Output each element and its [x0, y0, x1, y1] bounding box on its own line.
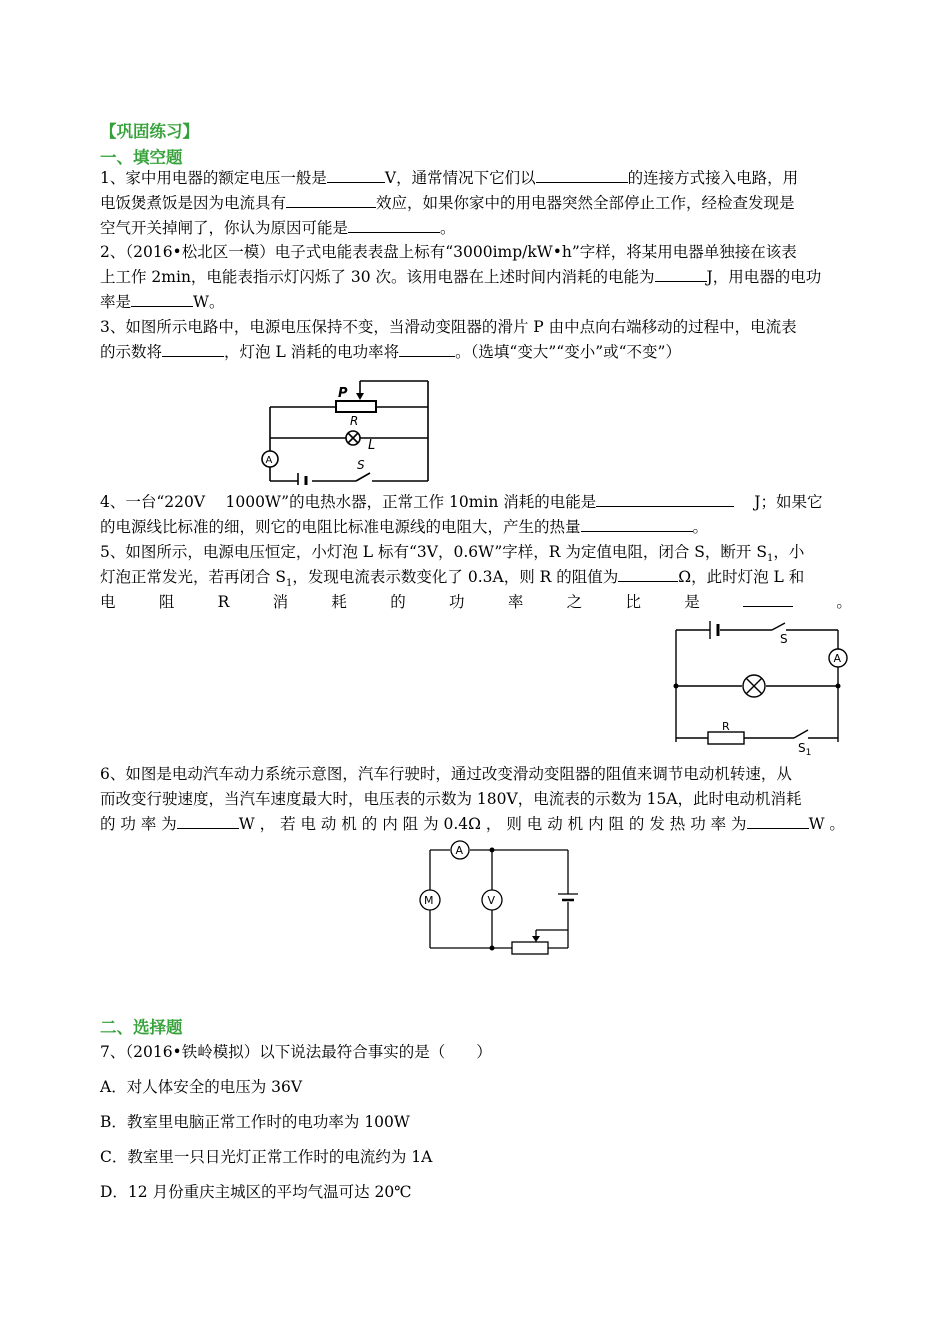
- q2-text-b: 上工作 2min，电能表指示灯闪烁了 30 次。该用电器在上述时间内消耗的电能为: [100, 268, 655, 286]
- q3-text-c: ，灯泡 L 消耗的电功率将: [224, 343, 400, 361]
- section-fill-title: 一、填空题: [100, 148, 183, 167]
- q1-blank-4[interactable]: [348, 216, 440, 233]
- q3-fig-label-p: P: [338, 386, 348, 401]
- q1-text-f: 空气开关掉闸了，你认为原因可能是: [100, 219, 349, 237]
- question-1: [100, 166, 852, 241]
- q6-blank-1[interactable]: [177, 812, 239, 829]
- q5-word: 比: [625, 593, 641, 611]
- q5-text-end: 。: [836, 593, 852, 611]
- q4-blank-2[interactable]: [581, 515, 693, 532]
- q1-text-b: V，通常情况下它们以: [384, 169, 536, 187]
- q5-word: 的: [390, 593, 406, 611]
- q2-blank-2[interactable]: [131, 290, 193, 307]
- q5-sub-b: 1: [286, 578, 293, 590]
- q6-text-e: W 。: [808, 815, 845, 833]
- q5-text-b: 灯泡正常发光，若再闭合 S: [100, 568, 287, 586]
- q3-fig-label-a: A: [265, 455, 273, 466]
- q7-option-c[interactable]: C．教室里一只日光灯正常工作时的电流约为 1A: [100, 1148, 433, 1166]
- q4-blank-1[interactable]: [596, 490, 734, 507]
- q1-blank-3[interactable]: [286, 191, 376, 208]
- q6-fig-label-m: M: [424, 894, 434, 907]
- q5-fig-label-a: A: [833, 652, 842, 665]
- q1-text-d: 电饭煲煮饭是因为电流具有: [100, 194, 287, 212]
- q5-fig-s1-sub: 1: [805, 748, 812, 758]
- q5-sub-a: 1: [766, 553, 774, 565]
- q6-text-a: 6、如图是电动汽车动力系统示意图，汽车行驶时，通过改变滑动变阻器的阻值来调节电动机转速，从: [100, 765, 792, 783]
- q7-stem: 7、（2016•铁岭模拟）以下说法最符合事实的是（ ）: [100, 1043, 492, 1061]
- q3-blank-2[interactable]: [399, 340, 455, 357]
- q3-text-a: 3、如图所示电路中，电源电压保持不变，当滑动变阻器的滑片 P 由中点向右端移动的过程中，电流表: [100, 318, 797, 336]
- q1-text-g: 。: [440, 219, 456, 237]
- question-3: [100, 315, 852, 365]
- question-5: [100, 540, 852, 615]
- q3-fig-label-s: S: [357, 458, 365, 472]
- q3-fig-label-l: L: [368, 438, 376, 453]
- q2-blank-1[interactable]: [655, 265, 707, 282]
- section-choice-title: 二、选择题: [100, 1018, 183, 1037]
- q4-text-d: 。: [692, 518, 709, 536]
- question-6: [100, 762, 852, 837]
- q4-text-a: 4、一台“220V 1000W”的电热水器，正常工作 10min 消耗的电能是: [100, 493, 597, 511]
- q1-blank-1[interactable]: [327, 166, 385, 183]
- q6-fig-label-a: A: [455, 844, 464, 857]
- q5-text-a2: ，小: [773, 543, 805, 561]
- q3-text-d: 。（选填“变大”“变小”或“不变”）: [455, 343, 681, 361]
- q6-blank-2[interactable]: [747, 812, 809, 829]
- q5-fig-s1-main: S: [798, 741, 806, 755]
- q6-text-d: W ， 若 电 动 机 的 内 阻 为 0.4Ω ， 则 电 动 机 内 阻 的 发 热 功 率 为: [238, 815, 747, 833]
- q1-blank-2[interactable]: [536, 166, 628, 183]
- q6-text-c: 的 功 率 为: [100, 815, 177, 833]
- q5-word: 阻: [158, 593, 175, 611]
- q5-text-b3: Ω，此时灯泡 L 和: [678, 568, 805, 586]
- question-2: [100, 240, 852, 315]
- q5-word: 功: [449, 593, 465, 611]
- q5-word: 消: [272, 593, 289, 611]
- q7-option-d[interactable]: D．12 月份重庆主城区的平均气温可达 20℃: [100, 1183, 412, 1201]
- q1-text-c: 的连接方式接入电路，用: [627, 169, 799, 187]
- q5-word: 之: [566, 593, 583, 611]
- q5-word: R: [217, 593, 230, 611]
- q5-fig-label-r: R: [722, 720, 730, 733]
- q1-text-e: 效应，如果你家中的用电器突然全部停止工作，经检查发现是: [376, 194, 795, 212]
- q7-option-a[interactable]: A．对人体安全的电压为 36V: [100, 1078, 303, 1096]
- q3-fig-label-r: R: [350, 414, 359, 428]
- q1-text-a: 1、家中用电器的额定电压一般是: [100, 169, 327, 187]
- q5-line-3: [100, 590, 852, 615]
- q6-circuit-diagram: [412, 838, 584, 956]
- question-4: [100, 490, 852, 540]
- q5-text-b2: ，发现电流表示数变化了 0.3A，则 R 的阻值为: [292, 568, 619, 586]
- q5-word: 电: [100, 593, 116, 611]
- q5-word: 是: [684, 593, 700, 611]
- q5-text-a: 5、如图所示，电源电压恒定，小灯泡 L 标有“3V，0.6W”字样，R 为定值电阻，闭合 S，断开 S: [100, 543, 767, 561]
- exercise-header: 【巩固练习】: [100, 122, 199, 141]
- q2-text-a: 2、（2016•松北区一模）电子式电能表表盘上标有“3000imp/kW•h”字样，将某用电器单独接在该表: [100, 243, 797, 261]
- q5-circuit-diagram: [668, 618, 853, 758]
- q5-fig-label-s: S: [780, 632, 788, 646]
- q3-circuit-diagram: [250, 373, 435, 485]
- q6-fig-label-v: V: [487, 894, 496, 907]
- q2-text-e: W。: [193, 293, 225, 311]
- q6-text-b: 而改变行驶速度，当汽车速度最大时，电压表的示数为 180V，电流表的示数为 15A，此时电动机消耗: [100, 790, 802, 808]
- q3-text-b: 的示数将: [100, 343, 163, 361]
- q4-text-b: J；如果它: [754, 493, 823, 511]
- q2-text-d: 率是: [100, 293, 132, 311]
- q4-text-c: 的电源线比标准的细，则它的电阻比标准电源线的电阻大，产生的热量: [100, 518, 581, 536]
- q2-text-c: J，用电器的电功: [706, 268, 822, 286]
- q5-word: 耗: [331, 593, 347, 611]
- q5-fig-label-s1: [798, 741, 811, 758]
- q7-option-b[interactable]: B．教室里电脑正常工作时的电功率为 100W: [100, 1113, 410, 1131]
- q3-blank-1[interactable]: [162, 340, 224, 357]
- q5-blank-2[interactable]: [743, 590, 793, 607]
- q5-word: 率: [507, 593, 524, 611]
- q5-blank-1[interactable]: [618, 565, 678, 582]
